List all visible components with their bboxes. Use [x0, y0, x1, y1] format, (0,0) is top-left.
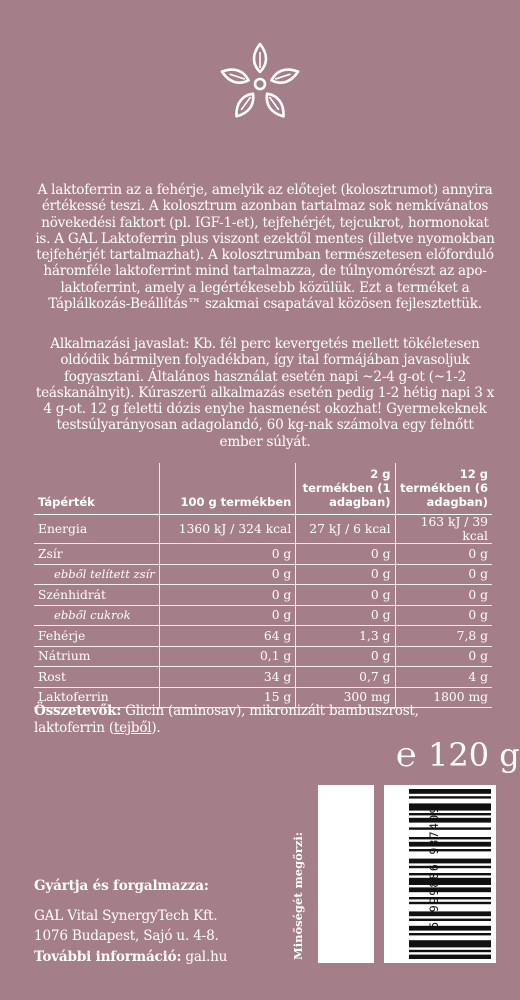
- intro-paragraph: A laktoferrin az a fehérje, amelyik az előtejet (kolosztrumot) annyira értékessé teszi. A kolosztrum azonban tartalmaz sok nemkívánatos növekedési faktort (pl. IGF-1-et), tejfehérjét, tejcukrot, hormonokat is. A GAL Laktoferrin plus viszont ezektől mentes (illetve nyomokban tejfehérjét tartalmazhat). A kolosztrumban természetesen előforduló háromféle laktoferrint mind tartalmazza, de túlnyomórészt az apo-laktoferrint, amely a legértékesebb közülük. Ezt a terméket a Táplálkozás-Beállítás™ szakmai csapatával közösen fejlesztettük.: [35, 182, 495, 313]
- best-before-label: Minőségét megőrzi:: [291, 832, 305, 960]
- nutrient-name: Laktoferrin: [34, 687, 160, 708]
- value-2g: 0 g: [296, 564, 395, 585]
- value-100g: 1360 kJ / 324 kcal: [160, 515, 296, 544]
- value-100g: 0,1 g: [160, 646, 296, 667]
- value-2g: 0 g: [296, 605, 395, 626]
- barcode-bar: [409, 902, 491, 904]
- nutrient-name: Rost: [34, 667, 160, 688]
- value-12g: 7,8 g: [395, 626, 492, 647]
- usage-paragraph: Alkalmazási javaslat: Kb. fél perc kevergetés mellett tökéletesen oldódik bármilyen folyadékban, így ital formájában javasoljuk fogyasztani. Általános használat esetén napi ~2-4 g-ot (~1-2 teáskanálnyit). Kúraszerű alkalmazás esetén pedig 1-2 hétig napi 3 x 4 g-ot. 12 g feletti dózis enyhe hasmenést okozhat! Gyermekeknek testsúlyarányosan adagolandó, 60 kg-nak számolva egy felnőtt ember súlyát.: [35, 336, 495, 450]
- table-row: [34, 585, 492, 606]
- value-12g: 1800 mg: [395, 687, 492, 708]
- value-12g: 0 g: [395, 564, 492, 585]
- nutrition-table: [34, 463, 492, 708]
- barcode-bar: [409, 849, 491, 851]
- manufacturer-address: 1076 Budapest, Sajó u. 4-8.: [34, 928, 219, 944]
- barcode-bar: [409, 837, 491, 839]
- value-2g: 0 g: [296, 585, 395, 606]
- more-info-label: További információ:: [34, 948, 182, 965]
- best-before-field: [318, 785, 374, 963]
- table-row: [34, 605, 492, 626]
- barcode-bar: [409, 866, 491, 868]
- table-header-row: [34, 463, 492, 515]
- nutrient-name: Nátrium: [34, 646, 160, 667]
- value-12g: 163 kJ / 39 kcal: [395, 515, 492, 544]
- barcode-bar: [409, 818, 491, 823]
- barcode-bar: [409, 842, 491, 847]
- barcode-bar: [409, 796, 491, 798]
- barcode-bar: [409, 897, 491, 899]
- table-row: [34, 564, 492, 585]
- value-12g: 0 g: [395, 544, 492, 565]
- value-100g: 0 g: [160, 605, 296, 626]
- header-100g: 100 g termékben: [160, 463, 296, 515]
- manufacturer-heading: Gyártja és forgalmazza:: [34, 878, 209, 894]
- barcode-bar: [409, 878, 491, 885]
- barcode-bar: [409, 955, 491, 959]
- nutrient-name: Energia: [34, 515, 160, 544]
- value-12g: 0 g: [395, 605, 492, 626]
- barcode-bar: [409, 803, 491, 810]
- table-row: [34, 515, 492, 544]
- weight-value: 120 g: [428, 736, 520, 774]
- value-2g: 27 kJ / 6 kcal: [296, 515, 395, 544]
- barcode-bar: [409, 950, 491, 952]
- table-row: [34, 646, 492, 667]
- value-100g: 34 g: [160, 667, 296, 688]
- value-12g: 0 g: [395, 646, 492, 667]
- value-12g: 0 g: [395, 585, 492, 606]
- value-2g: 0 g: [296, 646, 395, 667]
- header-2g: 2 g termékben (1 adagban): [296, 463, 395, 515]
- value-100g: 0 g: [160, 564, 296, 585]
- barcode-bar: [409, 813, 491, 815]
- value-12g: 4 g: [395, 667, 492, 688]
- barcode-bar: [409, 887, 491, 892]
- barcode-number: 5 999886 937409: [427, 805, 441, 929]
- nutrient-name: Zsír: [34, 544, 160, 565]
- barcode-bar: [409, 859, 491, 864]
- table-row: [34, 544, 492, 565]
- ingredients-allergen: tejből: [113, 719, 152, 736]
- table-row: [34, 667, 492, 688]
- ingredients: [34, 703, 474, 736]
- barcode-bar: [409, 789, 491, 794]
- value-2g: 300 mg: [296, 687, 395, 708]
- estimated-sign-icon: ℮: [396, 735, 417, 775]
- ingredients-label: Összetevők:: [34, 703, 122, 719]
- table-row: [34, 626, 492, 647]
- manufacturer-company: GAL Vital SynergyTech Kft.: [34, 907, 218, 924]
- more-info-link[interactable]: gal.hu: [181, 948, 228, 965]
- nutrient-name: ebből telített zsír: [34, 564, 160, 585]
- value-100g: 64 g: [160, 626, 296, 647]
- header-12g: 12 g termékben (6 adagban): [395, 463, 492, 515]
- value-2g: 0 g: [296, 544, 395, 565]
- ingredients-text: Glicin (aminosav), mikronizált bambuszrost, laktoferrin (: [34, 703, 419, 736]
- more-info: [34, 947, 294, 968]
- value-100g: 0 g: [160, 585, 296, 606]
- net-weight: [396, 734, 520, 778]
- nutrient-name: Fehérje: [34, 626, 160, 647]
- value-2g: 1,3 g: [296, 626, 395, 647]
- barcode-bar: [409, 873, 491, 875]
- manufacturer-block: [34, 876, 294, 967]
- flower-logo-icon: [214, 36, 306, 128]
- value-100g: 15 g: [160, 687, 296, 708]
- barcode-bar: [409, 933, 491, 935]
- nutrient-name: ebből cukrok: [34, 605, 160, 626]
- barcode-bar: [409, 911, 491, 916]
- nutrient-name: Szénhidrát: [34, 585, 160, 606]
- barcode-bar: [409, 926, 491, 931]
- barcode-bar: [409, 827, 491, 829]
- barcode: [409, 789, 491, 959]
- barcode-bar: [409, 940, 491, 947]
- ingredients-end: ).: [151, 719, 161, 736]
- value-2g: 0,7 g: [296, 667, 395, 688]
- header-nutrient: Tápérték: [34, 463, 160, 515]
- value-100g: 0 g: [160, 544, 296, 565]
- barcode-bar: [409, 919, 491, 921]
